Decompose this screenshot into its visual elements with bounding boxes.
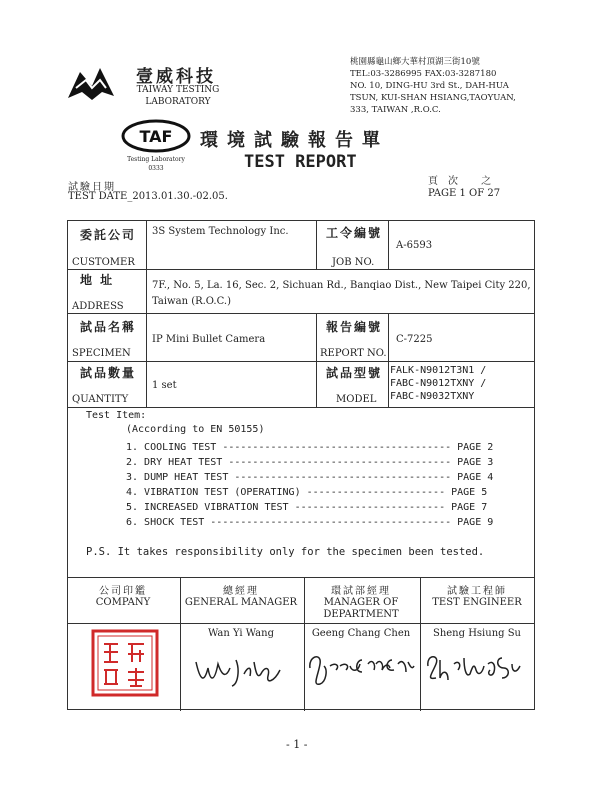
test-item-row: 1. COOLING TEST -------------------------------------- PAGE 2: [126, 442, 494, 453]
job-value: A-6593: [396, 240, 433, 251]
col-divider: [388, 313, 389, 407]
manager-label: MANAGER OF DEPARTMENT: [323, 597, 399, 620]
company-seal: [90, 628, 160, 698]
manager-label-cn: 環試部經理: [331, 586, 391, 597]
engineer-signature: [424, 646, 530, 692]
customer-value: 3S System Technology Inc.: [152, 226, 289, 237]
manager-signature: [306, 646, 418, 692]
test-item-row: 4. VIBRATION TEST (OPERATING) ----------------------- PAGE 5: [126, 487, 488, 498]
gm-label-cn: 總經理: [223, 586, 259, 597]
report-title-cn: 環境試驗報告單: [200, 130, 389, 151]
row-divider: [68, 313, 534, 314]
row-divider: [68, 407, 534, 408]
lab-logo: [62, 58, 118, 110]
col-divider: [146, 221, 147, 407]
customer-label: CUSTOMER: [72, 257, 135, 268]
page-label-cn: 頁次 之: [428, 176, 502, 187]
row-divider: [68, 361, 534, 362]
specimen-label: SPECIMEN: [72, 348, 131, 359]
customer-label-cn: 委託公司: [80, 228, 137, 242]
job-label: JOB NO.: [332, 257, 375, 268]
row-divider: [68, 269, 534, 270]
model-values: FALK-N9012T3N1 / FABC-N9012TXNY / FABC-N9032TXNY: [390, 365, 487, 402]
engineer-label-cn: 試驗工程師: [447, 586, 507, 597]
test-date-label-cn: 試驗日期: [68, 182, 116, 193]
row-divider: [68, 623, 534, 624]
test-item-row: 5. INCREASED VIBRATION TEST ------------------------- PAGE 7: [126, 502, 488, 513]
address-value-line2: Taiwan (R.O.C.): [152, 296, 231, 307]
lab-name-cn: 壹威科技: [136, 67, 216, 87]
page-number: - 1 -: [286, 738, 308, 751]
report-title: TEST REPORT: [244, 152, 357, 172]
taf-text: TAF: [139, 127, 173, 146]
test-item-row: 3. DUMP HEAT TEST ------------------------------------ PAGE 4: [126, 472, 494, 483]
report-value: C-7225: [396, 334, 433, 345]
page-info: PAGE 1 OF 27: [428, 188, 501, 199]
specimen-label-cn: 試品名稱: [80, 320, 137, 334]
engineer-label: TEST ENGINEER: [432, 597, 522, 608]
gm-label: GENERAL MANAGER: [184, 597, 298, 608]
quantity-label-cn: 試品數量: [80, 366, 137, 380]
manager-name: Geeng Chang Chen: [311, 628, 411, 639]
col-divider: [388, 221, 389, 269]
specimen-value: IP Mini Bullet Camera: [152, 334, 266, 345]
test-item-heading: Test Item:: [86, 410, 147, 421]
gm-signature: [192, 650, 292, 690]
address-value: 7F., No. 5, La. 16, Sec. 2, Sichuan Rd., Banqiao Dist., New Taipei City 220,: [152, 280, 531, 291]
report-label-cn: 報告編號: [326, 320, 383, 334]
company-label: COMPANY: [95, 597, 151, 608]
gm-name: Wan Yi Wang: [207, 628, 274, 639]
model-label: MODEL: [336, 394, 377, 405]
col-divider: [316, 221, 317, 269]
col-divider: [316, 313, 317, 407]
row-divider: [68, 577, 534, 578]
address-label-cn: 地 址: [80, 273, 115, 287]
job-label-cn: 工令編號: [326, 226, 383, 240]
disclaimer: P.S. It takes responsibility only for the specimen been tested.: [86, 546, 485, 558]
test-date: TEST DATE_2013.01.30.-02.05.: [68, 191, 228, 202]
engineer-name: Sheng Hsiung Su: [432, 628, 522, 639]
report-label: REPORT NO.: [320, 348, 387, 359]
lab-name-en: TAIWAY TESTING LABORATORY: [136, 85, 220, 107]
quantity-label: QUANTITY: [72, 394, 129, 405]
test-item-row: 2. DRY HEAT TEST ------------------------------------- PAGE 3: [126, 457, 494, 468]
address-label: ADDRESS: [72, 301, 124, 312]
test-item-row: 6. SHOCK TEST ---------------------------------------- PAGE 9: [126, 517, 494, 528]
quantity-value: 1 set: [152, 380, 177, 391]
taf-logo: [120, 118, 192, 154]
lab-address: 桃園縣龜山鄉大華村頂湖三街10號 TEL:03-3286995 FAX:03-3287180 NO. 10, DING-HU 3rd St., DAH-HUA TSUN, KUI-SHAN HSIANG,TAOYUAN, 333, TAIWAN ,R.O.C.: [350, 57, 516, 115]
test-standard: (According to EN 50155): [126, 424, 265, 435]
taf-caption: Testing Laboratory 0333: [127, 156, 185, 172]
company-label-cn: 公司印鑑: [99, 586, 147, 597]
model-label-cn: 試品型號: [326, 366, 383, 380]
